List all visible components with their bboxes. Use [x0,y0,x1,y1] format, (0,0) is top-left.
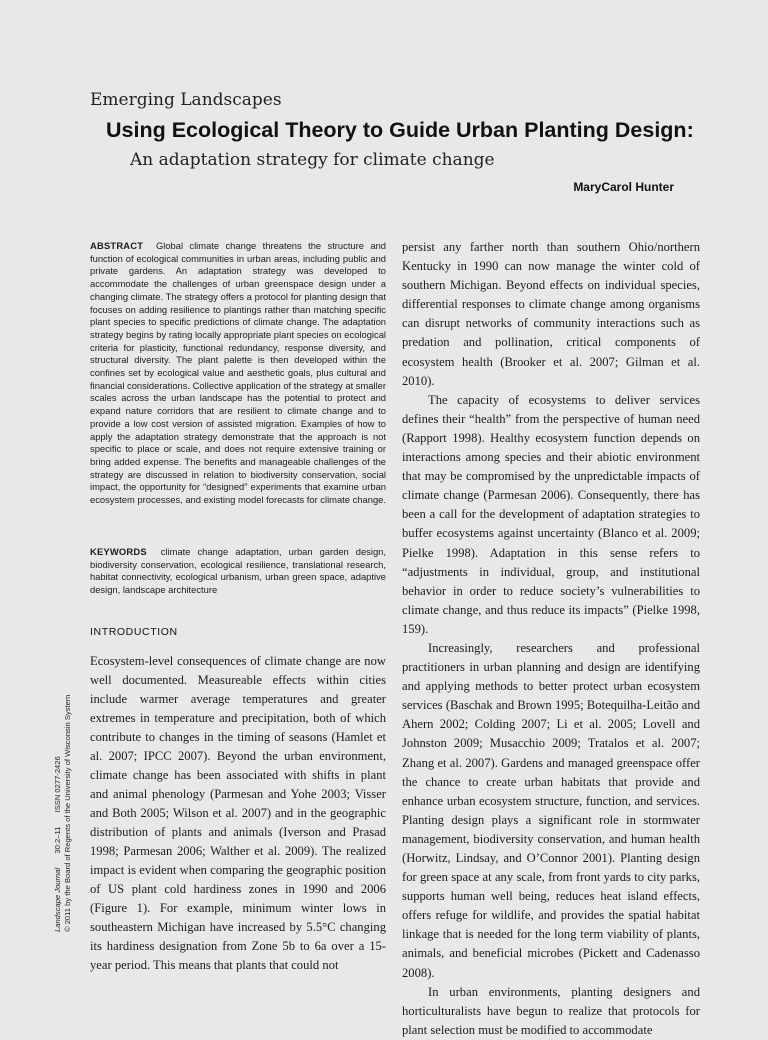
abstract-block [90,240,386,507]
journal-name: Landscape Journal [53,867,62,932]
author-name: MaryCarol Hunter [573,180,674,194]
journal-issn: ISSN 0277-2426 [53,756,62,813]
right-body-column [402,238,700,1037]
copyright-line: © 2011 by the Board of Regents of the University of Wisconsin System [63,694,72,932]
body-paragraph-4: In urban environments, planting designers and horticulturalists have begun to realize that protocols for plant selection must be modified to accommodate [402,984,700,1037]
abstract-label: ABSTRACT [90,240,144,251]
journal-sidebar-info [53,642,73,932]
body-paragraph-1: persist any farther north than southern Ohio/northern Kentucky in 1990 can now manage the winter cold of southern Michigan. Beyond effects on individual species, differential responses to climate change among organisms can disrupt networks of community interactions such as predation and pollination, critical components of ecosystem health (Brooker et al. 2007; Gilman et al. 2010). [402,240,700,388]
series-label: Emerging Landscapes [90,90,282,110]
journal-issue: 30:2–11 [53,826,62,854]
keywords-block [90,546,386,597]
body-paragraph-2: The capacity of ecosystems to deliver services defines their “health” from the perspective of human need (Rapport 1998). Healthy ecosystem function depends on interactions among species and their abiotic environment that may be compromised by the unpredictable impacts of climate change (Parmesan 2006). Consequently, there has been a call for the development of adaptation strategies to buffer ecosystems against uncertainty (Blanco et al. 2009; Pielke 1998). Adaptation in this sense refers to “adjustments in individual, group, and institutional behavior in order to reduce society’s vulnerabilities to climate change, and thus reduce its impacts” (Pielke 1998, 159). [402,392,700,636]
keywords-label: KEYWORDS [90,546,147,557]
left-body-column [90,652,386,972]
body-paragraph-3: Increasingly, researchers and professional practitioners in urban planning and design are identifying and applying methods to better protect urban ecosystem services (Baschak and Brown 1995; Botequilha-Leitão and Ahern 2002; Colding 2007; Li et al. 2005; Lovell and Johnston 2009; Musacchio 2009; Tratalos et al. 2007; Zhang et al. 2007). Gardens and managed greenspace offer the chance to create urban habitats that provide and enhance urban ecosystem structure, function, and services. Planting design plays a significant role in stormwater management, biodiversity conservation, and human health (Horwitz, Lindsay, and O’Connor 2001). Planting design for green space at any scale, from front yards to city parks, supports human well being, reduces heat island effects, offers refuge for wildlife, and provides the spatial habitat linkage that is needed for the long term viability of plants, animals, and beneficial microbes (Pickett and Cadenasso 2008). [402,640,700,980]
keywords-text: climate change adaptation, urban garden design, biodiversity conservation, ecological resilience, translational research, habitat connectivity, ecological urbanism, urban green space, adaptive design, landscape architecture [90,546,386,596]
introduction-heading: INTRODUCTION [90,626,178,638]
intro-paragraph-1: Ecosystem-level consequences of climate change are now well documented. Measureable effects within cities include warmer average temperatures and greater extremes in temperature and precipitation, both of which contribute to changes in the timing of seasons (Hamlet et al. 2007; IPCC 2007). Beyond the urban environment, climate change has been associated with shifts in plant and animal phenology (Parmesan and Yohe 2003; Visser and Both 2005; Wilson et al. 2007) and in the geographic distribution of plants and animals (Iverson and Prasad 1998; Parmesan 2006; Walther et al. 2009). The realized impact is evident when comparing the geographic position of US plant cold hardiness zones in 1990 and 2006 (Figure 1). For example, minimum winter lows in southeastern Michigan have increased by 5.5°C changing its hardiness designation from Zone 5b to 6a over a 15-year period. This means that plants that could not [90,654,386,972]
article-subtitle: An adaptation strategy for climate change [130,150,495,170]
abstract-text: Global climate change threatens the structure and function of ecological communities in urban areas, including public and private gardens. An adaptation strategy was developed to accommodate the challenges of urban greenspace design under a changing climate. The strategy offers a protocol for planting design that focuses on adding resilience to plantings rather than matching specific plant species to specific predictions of climate change. The adaptation strategy begins by rating locally appropriate plant species on ecological criteria for plasticity, functional redundancy, response diversity, and structural diversity. The plant palette is then developed within the confines set by ecological value and aesthetic goals, plus cultural and financial considerations. Collective application of the strategy at smaller scales across the urban landscape has the potential to protect and expand nature corridors that are resilient to climate change and to provide a low cost version of assisted migration. Examples of how to apply the adaptation strategy demonstrate that the approach is not specific to place or scale, and does not require extensive training or bring added expense. The benefits and manageable challenges of the strategy are discussed in relation to biodiversity conservation, social impact, the opportunity for “designed” experiments that examine urban ecosystem processes, and existing model forecasts for climate change. [90,240,386,506]
article-title: Using Ecological Theory to Guide Urban Planting Design: [106,118,694,142]
